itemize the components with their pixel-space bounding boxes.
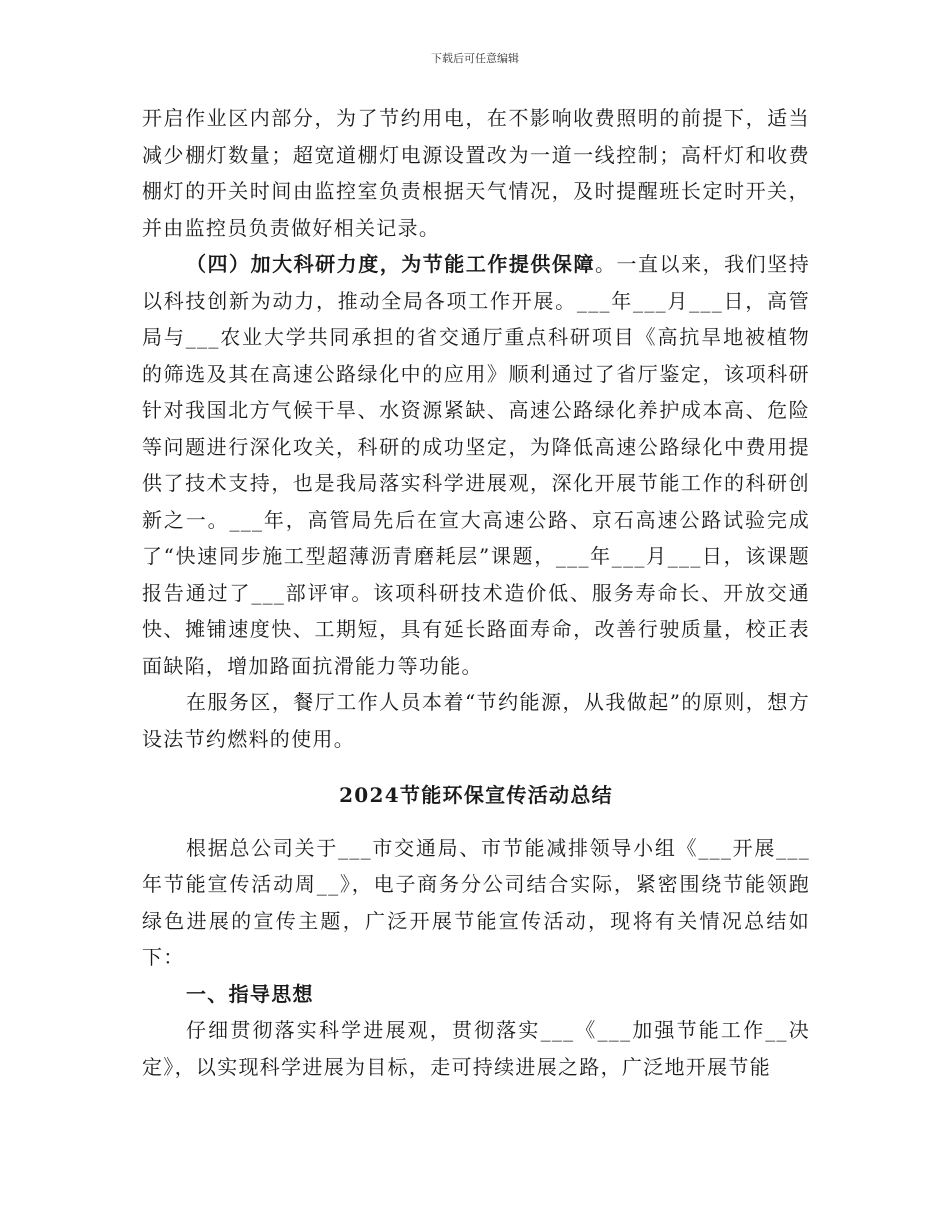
paragraph-service-area: 在服务区，餐厅工作人员本着“节约能源，从我做起”的原则，想方设法节约燃料的使用。: [142, 690, 810, 751]
paragraph-lighting: 开启作业区内部分，为了节约用电，在不影响收费照明的前提下，适当减少棚灯数量；超宽道棚灯电源设置改为一道一线控制；高杆灯和收费棚灯的开关时间由监控室负责根据天气情况，及时提醒班长定时开关，并由监控员负责做好相关记录。: [142, 106, 810, 240]
paragraph-intro: 根据总公司关于___市交通局、市节能减排领导小组《___开展___年节能宣传活动周__》，电子商务分公司结合实际，紧密围绕节能领跑绿色进展的宣传主题，广泛开展节能宣传活动，现将有关情况总结如下：: [142, 835, 810, 969]
document-body: [142, 100, 810, 1085]
research-body: 。一直以来，我们坚持以科技创新为动力，推动全局各项工作开展。___年___月___日，高管局与___农业大学共同承担的省交通厅重点科研项目《高抗旱地被植物的筛选及其在高速公路绿化中的应用》顺利通过了省厅鉴定，该项科研针对我国北方气候干旱、水资源紧缺、高速公路绿化养护成本高、危险等问题进行深化攻关，科研的成功坚定，为降低高速公路绿化中费用提供了技术支持，也是我局落实科学进展观，深化开展节能工作的科研创新之一。___年，高管局先后在宣大高速公路、京石高速公路试验完成了“快速同步施工型超薄沥青磨耗层”课题，___年___月___日，该课题报告通过了___部评审。该项科研技术造价低、服务寿命长、开放交通快、摊铺速度快、工期短，具有延长路面寿命，改善行驶质量，校正表面缺陷，增加路面抗滑能力等功能。: [142, 252, 811, 678]
document-title: 2024节能环保宣传活动总结: [339, 783, 613, 807]
paragraph-research: [142, 246, 810, 684]
research-heading: （四）加大科研力度，为节能工作提供保障: [186, 252, 595, 276]
page-header: 下载后可任意编辑: [431, 52, 519, 65]
section-heading-guiding-ideology: 一、指导思想: [186, 981, 314, 1006]
paragraph-guiding-ideology: 仔细贯彻落实科学进展观，贯彻落实___《___加强节能工作__决定》，以实现科学进展为目标，走可持续进展之路，广泛地开展节能: [142, 1018, 810, 1079]
